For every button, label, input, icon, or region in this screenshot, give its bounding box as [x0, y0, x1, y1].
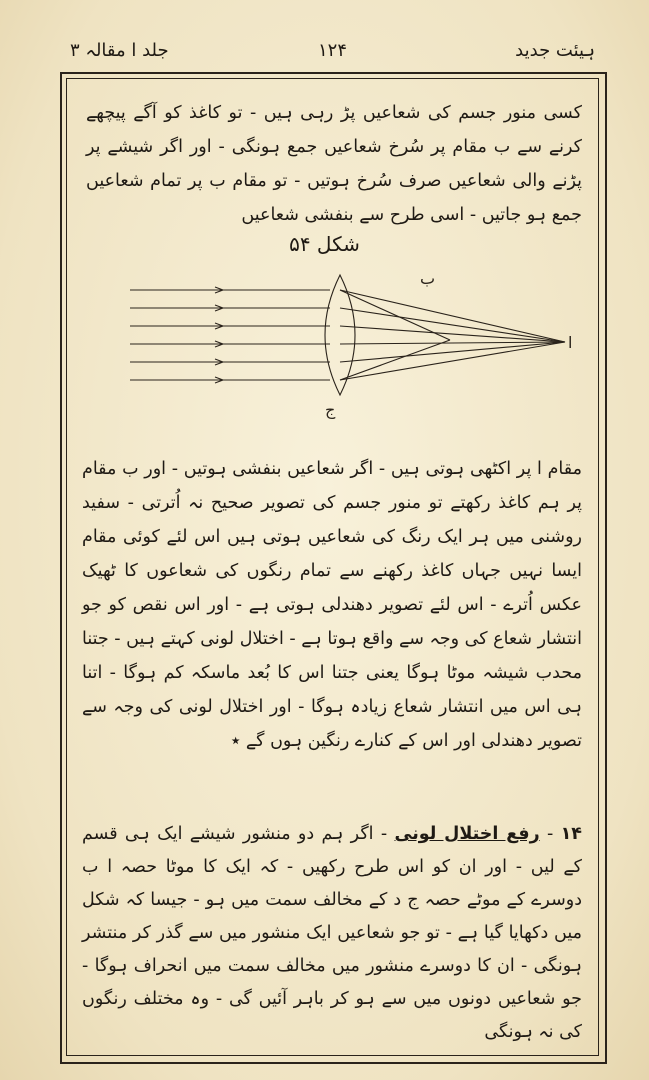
- page-number: ۱۲۴: [317, 40, 348, 61]
- page-header: [70, 40, 595, 66]
- running-title: ہیئت جدید: [515, 40, 595, 61]
- figure-caption: شکل ۵۴: [289, 232, 360, 256]
- label-a: ا: [568, 333, 573, 352]
- paragraph-2: مقام ا پر اکٹھی ہوتی ہیں - اگر شعاعیں بنفشی ہوتیں - اور ب مقام پر ہم کاغذ رکھتے تو منور جسم کی تصویر صحیح نہ اُترتی - سفید روشنی میں ہر ایک رنگ کی شعاعیں ہوتی ہیں اس لئے کوئی مقام ایسا نہیں جہاں کاغذ رکھنے سے تمام رنگوں کی شعاعوں کا ٹھیک عکس اُترے - اس لئے تصویر دھندلی ہوتی ہے - اور اس نقص کو جو انتشار شعاع کی وجہ سے واقع ہوتا ہے - اختلال لونی کہتے ہیں - جتنا محدب شیشہ موٹا ہوگا یعنی جتنا اس کا بُعد ماسکہ کم ہوگا - اتنا ہی اس میں انتشار شعاع زیادہ ہوگا - اور اختلال لونی کی وجہ سے تصویر دھندلی اور اس کے کنارے رنگین ہوں گے ٭: [82, 459, 582, 751]
- convex-lens: [325, 275, 355, 395]
- paragraph-1: کسی منور جسم کی شعاعیں پڑ رہی ہیں - تو کاغذ کو آگے پیچھے کرنے سے ب مقام پر سُرخ شعاعیں جمع ہونگی - اور اگر شیشے پر پڑنے والی شعاعیں صرف سُرخ ہوتیں - تو مقام ب پر تمام شعاعیں جمع ہو جاتیں - اسی طرح سے بنفشی شعاعیں: [86, 103, 582, 225]
- lens-diagram: [120, 270, 580, 420]
- label-b: ب: [420, 270, 436, 288]
- volume-chapter: جلد ا مقالہ ۳: [70, 40, 169, 61]
- label-j: ج: [325, 400, 336, 419]
- section-heading: رفع اختلال لونی: [394, 824, 540, 844]
- paragraph-3: ۱۴ - رفع اختلال لونی - اگر ہم دو منشور شیشے ایک ہی قسم کے لیں - اور ان کو اس طرح رکھیں - کہ ایک کا موٹا حصہ ا ب دوسرے کے موٹے حصہ ج د کے مخالف سمت میں ہو - جیسا کہ شکل میں دکھایا گیا ہے - تو جو شعاعیں ایک منشور میں سے گذر کر منتشر ہونگی - ان کا دوسرے منشور میں مخالف سمت میں انحراف ہوگا - جو شعاعیں دونوں میں سے ہو کر باہر آئیں گی - وہ مختلف رنگوں کی نہ ہونگی: [82, 824, 582, 1042]
- section-text: اگر ہم دو منشور شیشے ایک ہی قسم کے لیں - اور ان کو اس طرح رکھیں - کہ ایک کا موٹا حصہ ا ب دوسرے کے موٹے حصہ ج د کے مخالف سمت میں ہو - جیسا کہ شکل میں دکھایا گیا ہے - تو جو شعاعیں ایک منشور میں سے گذر کر منتشر ہونگی - ان کا دوسرے منشور میں مخالف سمت میں انحراف ہوگا - جو شعاعیں دونوں میں سے ہو کر باہر آئیں گی - وہ مختلف رنگوں کی نہ ہونگی: [82, 824, 582, 1042]
- section-number: ۱۴: [560, 824, 582, 844]
